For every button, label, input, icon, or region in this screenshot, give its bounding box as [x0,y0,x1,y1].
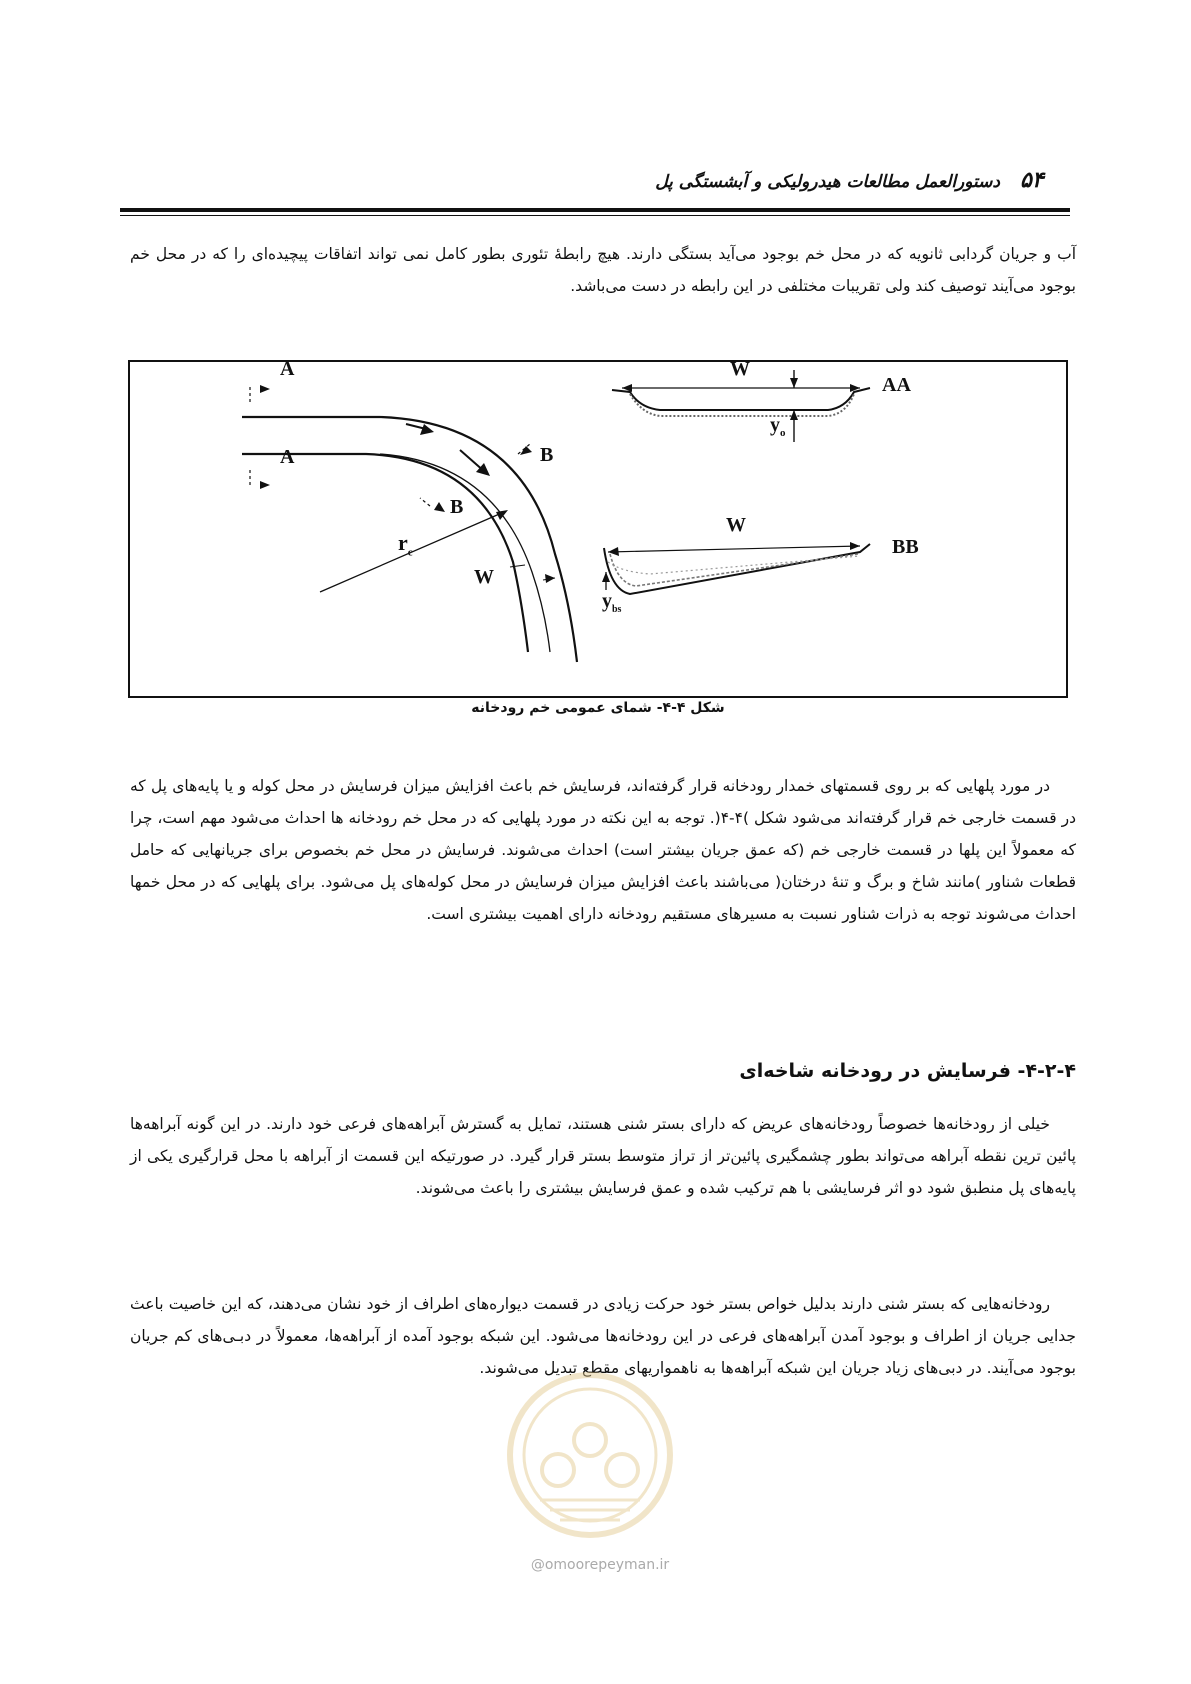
label-radius-main: r [398,530,408,555]
label-depth-bb [602,590,621,615]
label-width-aa: W [730,358,750,380]
body-paragraph-2: در مورد پلهایی که بر روی قسمتهای خمدار رودخانه قرار گرفته‌اند، فرسایش خم باعث افزایش میزان فرسایش در محل کوله و یا پایه‌های پل که در قسمت خارجی خم قرار گرفته‌اند می‌شود شکل )۴-۴(. توجه به این نکته در مورد پلهایی که در محل خم رودخانه ها احداث می‌شود مهم است، چرا که معمولاً این پلها در قسمت خارجی خم (که عمق جریان بیشتر است) احداث می‌شوند. فرسایش در محل خم بخصوص برای جریانهایی که حامل قطعات شناور )مانند شاخ و برگ و تنهٔ درختان( می‌باشند باعث افزایش میزان فرسایش در محل کوله‌های پل می‌شود. برای پلهایی که در محل خمها احداث می‌شوند توجه به ذرات شناور نسبت به مسیرهای مستقیم رودخانه دارای اهمیت بیشتری است. [130,777,1076,923]
label-width-bb: W [726,514,746,536]
section-paragraph-2: رودخانه‌هایی که بستر شنی دارند بدلیل خواص بستر خود حرکت زیادی در قسمت دیواره‌های اطراف از خود نشان می‌دهند، که این خاصیت باعث جدایی جریان از اطراف و بوجود آمدن آبراهه‌های فرعی در این رودخانه‌ها می‌شود. این شبکه بوجود آمده از آبراهه‌ها، معمولاً در دبـی‌های کم جریان بوجود می‌آیند. در دبی‌های زیاد جریان این شبکه آبراهه‌ها به ناهمواریهای مقطع تبدیل می‌شوند. [130,1295,1076,1377]
label-b-outer: B [540,444,554,466]
label-radius-sub: c [407,546,413,559]
watermark-seal [500,1360,680,1560]
section-heading: ۴-۲-۴- فرسایش در رودخانه شاخه‌ای [739,1060,1076,1082]
label-a-top: A [280,358,295,380]
label-depth-bb-main: y [602,590,612,612]
label-section-aa: AA [882,374,911,396]
label-width-plan: W [474,566,494,588]
label-b-inner: B [450,496,464,518]
running-title: دستورالعمل مطالعات هیدرولیکی و آبشستگی پل [655,172,1000,192]
page-header [120,150,1070,210]
header-rule-thin [120,215,1070,216]
label-depth-bb-sub: bs [612,604,622,615]
label-a-bottom: A [280,446,295,468]
section-paragraph-1: خیلی از رودخانه‌ها خصوصاً رودخانه‌های عریض که دارای بستر شنی هستند، تمایل به گسترش آبراهه‌های فرعی خود دارند. در این گونه آبراهه‌ها پائین ترین نقطه آبراهه می‌تواند بطور چشمگیری پائین‌تر از تراز متوسط بستر قرار گیرد. در صورتیکه این قسمت از آبراهه با محل قرارگیری یکی از پایه‌های پل منطبق شود دو اثر فرسایشی با هم ترکیب شده و عمق فرسایش بیشتری را باعث می‌شوند. [130,1115,1076,1197]
label-radius [398,530,413,558]
label-depth-aa-sub: o [780,427,786,439]
label-section-bb: BB [892,536,919,558]
figure-caption: شکل ۴-۴- شمای عمومی خم رودخانه [471,700,725,716]
label-depth-aa-main: y [770,414,780,436]
river-bend-figure [128,360,1068,698]
page-number: ۵۴ [1020,168,1044,193]
intro-paragraph: آب و جریان گردابی ثانویه که در محل خم بوجود می‌آید بستگی دارند. هیچ رابطهٔ تئوری بطور کامل نمی تواند اتفاقات پیچیده‌ای را که در محل خم بوجود می‌آیند توصیف کند ولی تقریبات مختلفی در این رابطه در دست می‌باشد. [130,245,1076,295]
watermark-text: @omoorepeyman.ir [530,1557,670,1573]
river-bend-diagram [130,362,1066,696]
header-rule-thick [120,208,1070,212]
label-depth-aa [770,414,786,439]
